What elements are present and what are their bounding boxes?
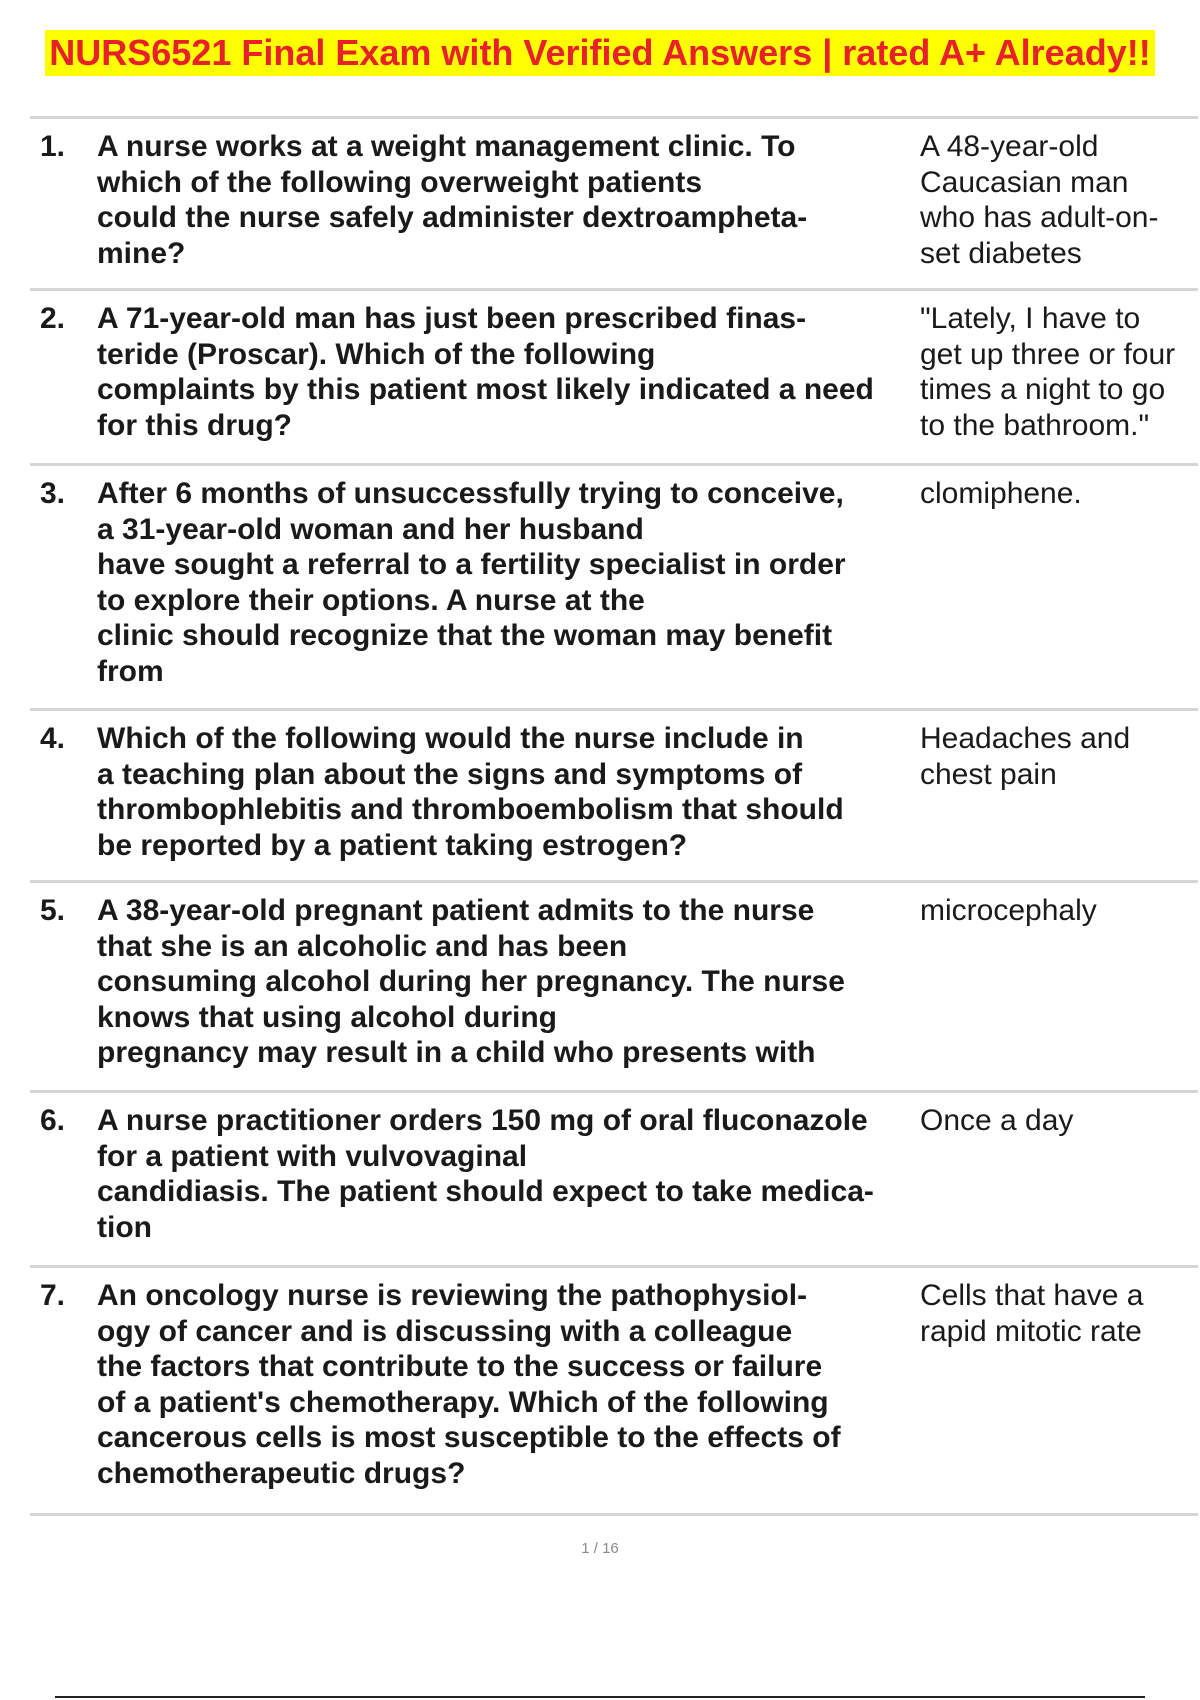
question-number: 2. xyxy=(40,302,66,335)
qa-row xyxy=(30,119,1198,291)
answer-text: A 48-year-old Caucasian man who has adult-on- set diabetes xyxy=(920,130,1159,270)
question-text: A 38-year-old pregnant patient admits to the nurse that she is an alcoholic and has been consuming alcohol during her pregnancy. The nurse knows that using alcohol during pregnancy may result in a child who presents with xyxy=(97,894,845,1069)
question-text: A nurse works at a weight management clinic. To which of the following overweight patients could the nurse safely administer dextroampheta- mine? xyxy=(97,130,808,270)
question-text: Which of the following would the nurse include in a teaching plan about the signs and symptoms of thrombophlebitis and thromboembolism that should be reported by a patient taking estrogen? xyxy=(97,722,844,862)
qa-row xyxy=(30,291,1198,466)
qa-row xyxy=(30,711,1198,883)
page-indicator: 1 / 16 xyxy=(581,1540,619,1557)
title-banner xyxy=(0,30,1200,76)
qa-row xyxy=(30,466,1198,711)
answer-text: microcephaly xyxy=(920,894,1097,927)
qa-row xyxy=(30,883,1198,1093)
question-text: After 6 months of unsuccessfully trying to conceive, a 31-year-old woman and her husband have sought a referral to a fertility specialist in order to explore their options. A nurse at the clinic should recognize that the woman may benefit from xyxy=(97,477,846,688)
answer-text: Cells that have a rapid mitotic rate xyxy=(920,1279,1144,1348)
question-number: 4. xyxy=(40,722,66,755)
answer-text: Headaches and chest pain xyxy=(920,722,1131,791)
qa-row xyxy=(30,1268,1198,1516)
bottom-divider xyxy=(55,1696,1145,1698)
answer-text: clomiphene. xyxy=(920,477,1082,510)
answer-text: Once a day xyxy=(920,1104,1074,1137)
question-number: 3. xyxy=(40,477,66,510)
question-number: 6. xyxy=(40,1104,66,1137)
question-text: An oncology nurse is reviewing the pathophysiol- ogy of cancer and is discussing with a colleague the factors that contribute to the success or failure of a patient's chemotherapy. Which of the following cancerous cells is most susceptible to the effects of chemotherapeutic drugs? xyxy=(97,1279,841,1490)
qa-list xyxy=(30,116,1198,1516)
question-number: 1. xyxy=(40,130,66,163)
answer-text: "Lately, I have to get up three or four times a night to go to the bathroom." xyxy=(920,302,1176,442)
question-number: 7. xyxy=(40,1279,66,1312)
document-title: NURS6521 Final Exam with Verified Answers | rated A+ Already!! xyxy=(45,30,1154,76)
qa-row xyxy=(30,1093,1198,1268)
question-text: A 71-year-old man has just been prescribed finas- teride (Proscar). Which of the following complaints by this patient most likely indicated a need for this drug? xyxy=(97,302,874,442)
question-number: 5. xyxy=(40,894,66,927)
question-text: A nurse practitioner orders 150 mg of oral fluconazole for a patient with vulvovaginal candidiasis. The patient should expect to take medica- tion xyxy=(97,1104,874,1244)
